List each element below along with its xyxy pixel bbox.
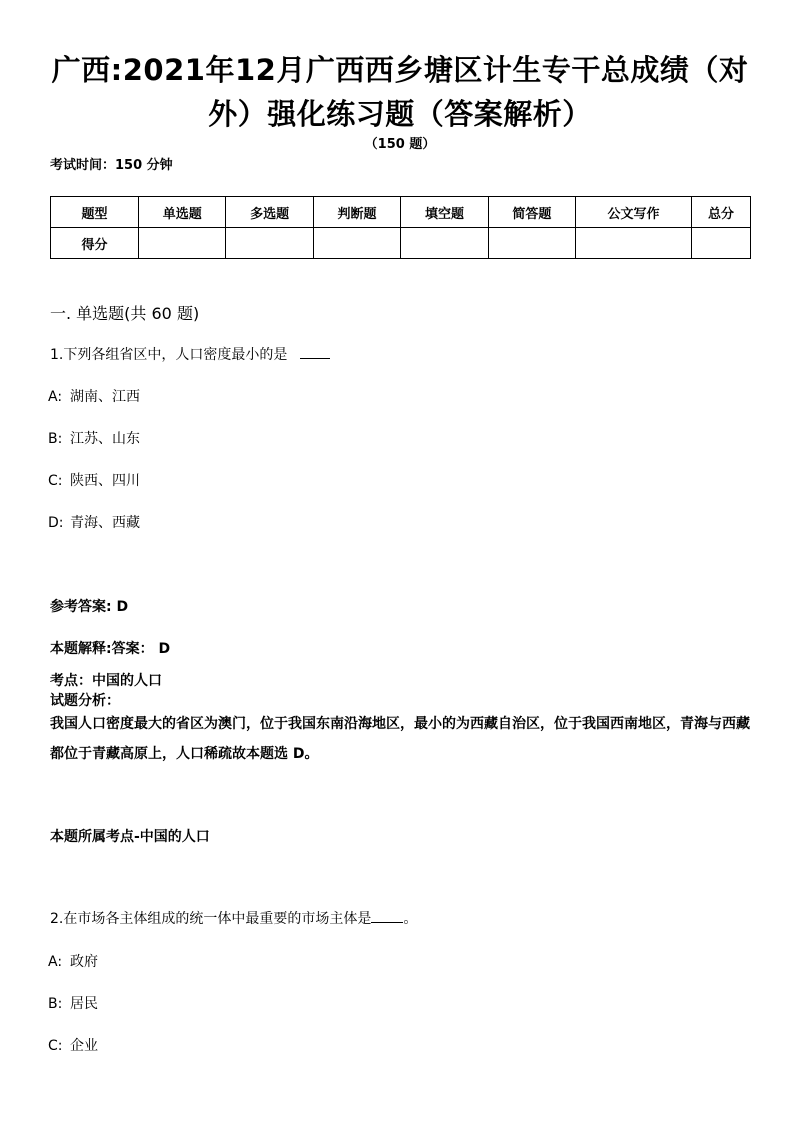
option-text: 湖南、江西 (70, 389, 140, 405)
option-letter: C: (48, 1038, 63, 1054)
exam-time: 考试时间：150 分钟 (50, 158, 173, 173)
header-cell: 判断题 (313, 197, 400, 228)
question-1-option-a[interactable] (48, 386, 140, 406)
score-cell[interactable] (139, 228, 226, 259)
option-text: 企业 (70, 1038, 98, 1054)
question-2-stem: 2.在市场各主体组成的统一体中最重要的市场主体是 (50, 911, 372, 927)
option-letter: B: (48, 431, 63, 447)
score-cell[interactable] (313, 228, 400, 259)
score-cell[interactable] (488, 228, 575, 259)
score-cell[interactable] (576, 228, 692, 259)
score-table-header-row (51, 197, 751, 228)
reference-answer: 参考答案: D (50, 599, 129, 615)
question-2-option-b[interactable] (48, 993, 98, 1013)
question-count: （150 题） (364, 137, 436, 152)
option-text: 青海、西藏 (70, 515, 140, 531)
header-cell: 填空题 (401, 197, 488, 228)
score-cell[interactable] (226, 228, 313, 259)
analysis-label: 试题分析： (50, 693, 120, 709)
question-2-text (50, 908, 417, 928)
score-table-score-row (51, 228, 751, 259)
question-1-option-b[interactable] (48, 428, 140, 448)
option-text: 居民 (70, 996, 98, 1012)
option-letter: C: (48, 473, 63, 489)
question-1-text (50, 344, 330, 364)
section-title: 一. 单选题(共 60 题) (50, 304, 200, 323)
question-2-end: 。 (403, 911, 418, 927)
question-1-option-c[interactable] (48, 470, 140, 490)
answer-blank (371, 908, 403, 923)
option-letter: A: (48, 389, 63, 405)
option-letter: A: (48, 954, 63, 970)
score-cell[interactable] (691, 228, 750, 259)
question-2-option-a[interactable] (48, 951, 98, 971)
score-label-cell: 得分 (51, 228, 139, 259)
header-cell: 单选题 (139, 197, 226, 228)
header-cell: 总分 (691, 197, 750, 228)
explanation-answer: 本题解释:答案： D (50, 641, 171, 657)
analysis-text: 我国人口密度最大的省区为澳门，位于我国东南沿海地区，最小的为西藏自治区，位于我国西南地区，青海与西藏都位于青藏高原上，人口稀疏故本题选 D。 (50, 716, 750, 762)
header-cell: 多选题 (226, 197, 313, 228)
question-2-option-c[interactable] (48, 1035, 98, 1055)
option-text: 江苏、山东 (70, 431, 140, 447)
score-cell[interactable] (401, 228, 488, 259)
document-title: 广西:2021年12月广西西乡塘区计生专干总成绩（对外）强化练习题（答案解析） (51, 53, 749, 131)
question-1-option-d[interactable] (48, 512, 140, 532)
header-cell: 简答题 (488, 197, 575, 228)
option-letter: D: (48, 515, 64, 531)
option-text: 政府 (70, 954, 98, 970)
score-table (50, 196, 751, 259)
belongs-kaodian: 本题所属考点-中国的人口 (50, 829, 210, 845)
option-letter: B: (48, 996, 63, 1012)
question-1-stem: 1.下列各组省区中，人口密度最小的是 (50, 347, 288, 363)
answer-blank (300, 344, 330, 359)
header-cell: 公文写作 (576, 197, 692, 228)
option-text: 陕西、四川 (70, 473, 140, 489)
header-cell: 题型 (51, 197, 139, 228)
kaodian: 考点：中国的人口 (50, 673, 162, 689)
